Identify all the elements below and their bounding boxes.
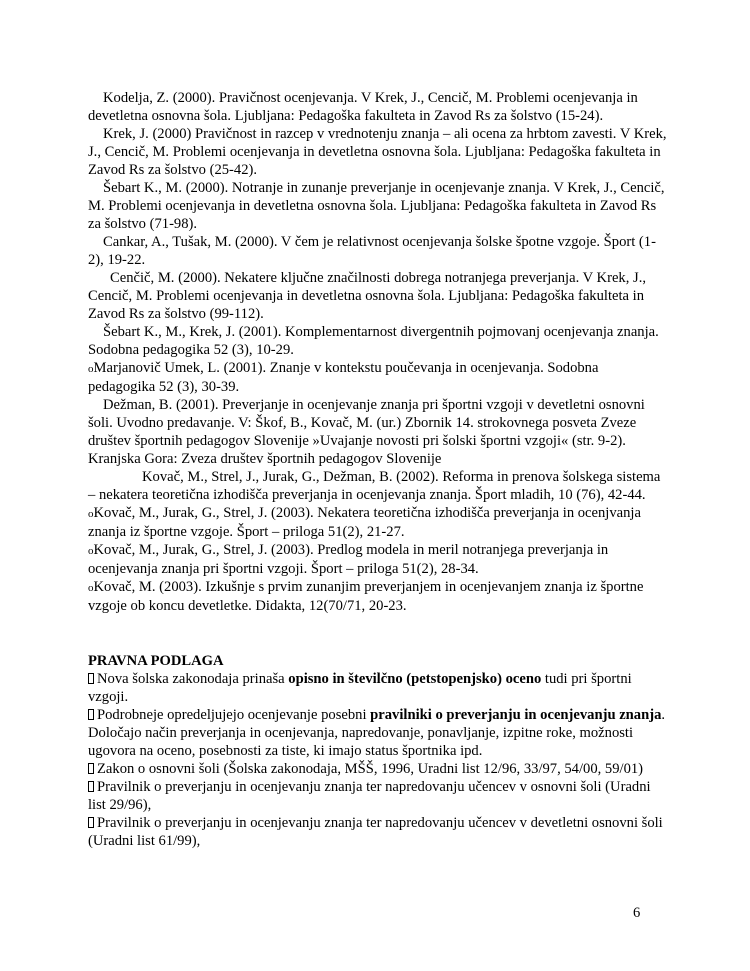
- legal-item: [88, 760, 667, 778]
- reference-item: oKovač, M., Jurak, G., Strel, J. (2003). Nekatera teoretična izhodišča preverjanja in ocenjvanja znanja iz športne vzgoje. Šport – priloga 51(2), 21-27.: [88, 505, 641, 540]
- reference-item: Šebart K., M., Krek, J. (2001). Komplementarnost divergentnih pojmovanj ocenjevanja znanja. Sodobna pedagogika 52 (3), 10-29.: [88, 324, 659, 358]
- legal-item-text: . Določajo način preverjanja in ocenjevanja, napredovanje, ponavljanje, izpitne roke, možnosti ugovora na oceno, posebnosti za tiste, ki imajo status športnika ipd.: [88, 707, 666, 759]
- legal-item-text: Zakon o osnovni šoli (Šolska zakonodaja, MŠŠ, 1996, Uradni list 12/96, 33/97, 54/00, 59/01): [97, 761, 644, 777]
- legal-section-heading: PRAVNA PODLAGA: [88, 653, 224, 669]
- page-number: 6: [633, 905, 641, 921]
- box-bullet-icon: [88, 673, 94, 684]
- page-content: [88, 89, 667, 850]
- legal-item-text: Nova šolska zakonodaja prinaša: [97, 671, 289, 687]
- box-bullet-icon: [88, 763, 94, 774]
- reference-item: oKovač, M., Jurak, G., Strel, J. (2003). Predlog modela in meril notranjega preverjanja in ocenjevanja znanja pri športni vzgoji. Šport – priloga 51(2), 28-34.: [88, 542, 609, 577]
- box-bullet-icon: [88, 781, 94, 792]
- legal-item-text-bold: pravilniki o preverjanju in ocenjevanju znanja: [370, 707, 662, 723]
- legal-item-text-bold: opisno in številčno (petstopenjsko) oceno: [288, 671, 542, 687]
- legal-item-text: Podrobneje opredeljujejo ocenjevanje posebni: [97, 707, 371, 723]
- reference-item: Krek, J. (2000) Pravičnost in razcep v vrednotenju znanja – ali ocena za hrbtom zavesti. V Krek, J., Cencič, M. Problemi ocenjevanja in devetletna osnovna šola. Ljubljana: Pedagoška fakulteta in Zavod Rs za šolstvo (25-42).: [88, 126, 667, 178]
- reference-list: [88, 89, 667, 615]
- reference-item: Cankar, A., Tušak, M. (2000). V čem je relativnost ocenjevanja šolske špotne vzgoje. Šport (1-2), 19-22.: [88, 234, 656, 268]
- reference-item: oMarjanovič Umek, L. (2001). Znanje v kontekstu poučevanja in ocenjevanja. Sodobna pedagogika 52 (3), 30-39.: [88, 360, 599, 395]
- o-bullet-icon: o: [88, 545, 94, 557]
- o-bullet-icon: o: [88, 508, 94, 520]
- legal-item-text: tudi pri športni vzgoji.: [88, 671, 632, 705]
- o-bullet-icon: o: [88, 363, 94, 375]
- legal-item-text: Pravilnik o preverjanju in ocenjevanju znanja ter napredovanju učencev v devetletni osnovni šoli (Uradni list 61/99),: [88, 815, 663, 849]
- legal-item-list: [88, 670, 667, 850]
- reference-item: Šebart K., M. (2000). Notranje in zunanje preverjanje in ocenjevanje znanja. V Krek, J., Cencič, M. Problemi ocenjevanja in devetletna osnovna šola. Ljubljana: Pedagoška fakulteta in Zavod Rs za šolstvo (71-98).: [88, 180, 665, 232]
- o-bullet-icon: o: [88, 582, 94, 594]
- reference-item: Cenčič, M. (2000). Nekatere ključne značilnosti dobrega notranjega preverjanja. V Krek, J., Cencič, M. Problemi ocenjevanja in devetletna osnovna šola. Ljubljana: Pedagoška fakulteta in Zavod Rs za šolstvo (99-112).: [88, 270, 646, 322]
- legal-item: [88, 670, 667, 706]
- legal-item-text: Pravilnik o preverjanju in ocenjevanju znanja ter napredovanju učencev v osnovni šoli (Uradni list 29/96),: [88, 779, 651, 813]
- reference-item: Kodelja, Z. (2000). Pravičnost ocenjevanja. V Krek, J., Cencič, M. Problemi ocenjevanja in devetletna osnovna šola. Ljubljana: Pedagoška fakulteta in Zavod Rs za šolstvo (15-24).: [88, 90, 638, 124]
- reference-item: Kovač, M., Strel, J., Jurak, G., Dežman, B. (2002). Reforma in prenova šolskega sistema – nekatera teoretična izhodišča preverjanja in ocenjevanja znanja. Šport mladih, 10 (76), 42-44.: [88, 469, 661, 503]
- box-bullet-icon: [88, 817, 94, 828]
- box-bullet-icon: [88, 709, 94, 720]
- legal-item: [88, 814, 667, 850]
- legal-item: [88, 778, 667, 814]
- legal-item: [88, 706, 667, 760]
- reference-item: Dežman, B. (2001). Preverjanje in ocenjevanje znanja pri športni vzgoji v devetletni osnovni šoli. Uvodno predavanje. V: Škof, B., Kovač, M. (ur.) Zbornik 14. strokovnega posveta Zveze društev športnih pedagogov Slovenije »Uvajanje novosti pri šolski športni vzgoji« (str. 9-2). Kranjska Gora: Zveza društev športnih pedagogov Slovenije: [88, 397, 645, 467]
- reference-item: oKovač, M. (2003). Izkušnje s prvim zunanjim preverjanjem in ocenjevanjem znanja iz športne vzgoje ob koncu devetletke. Didakta, 12(70/71, 20-23.: [88, 579, 644, 614]
